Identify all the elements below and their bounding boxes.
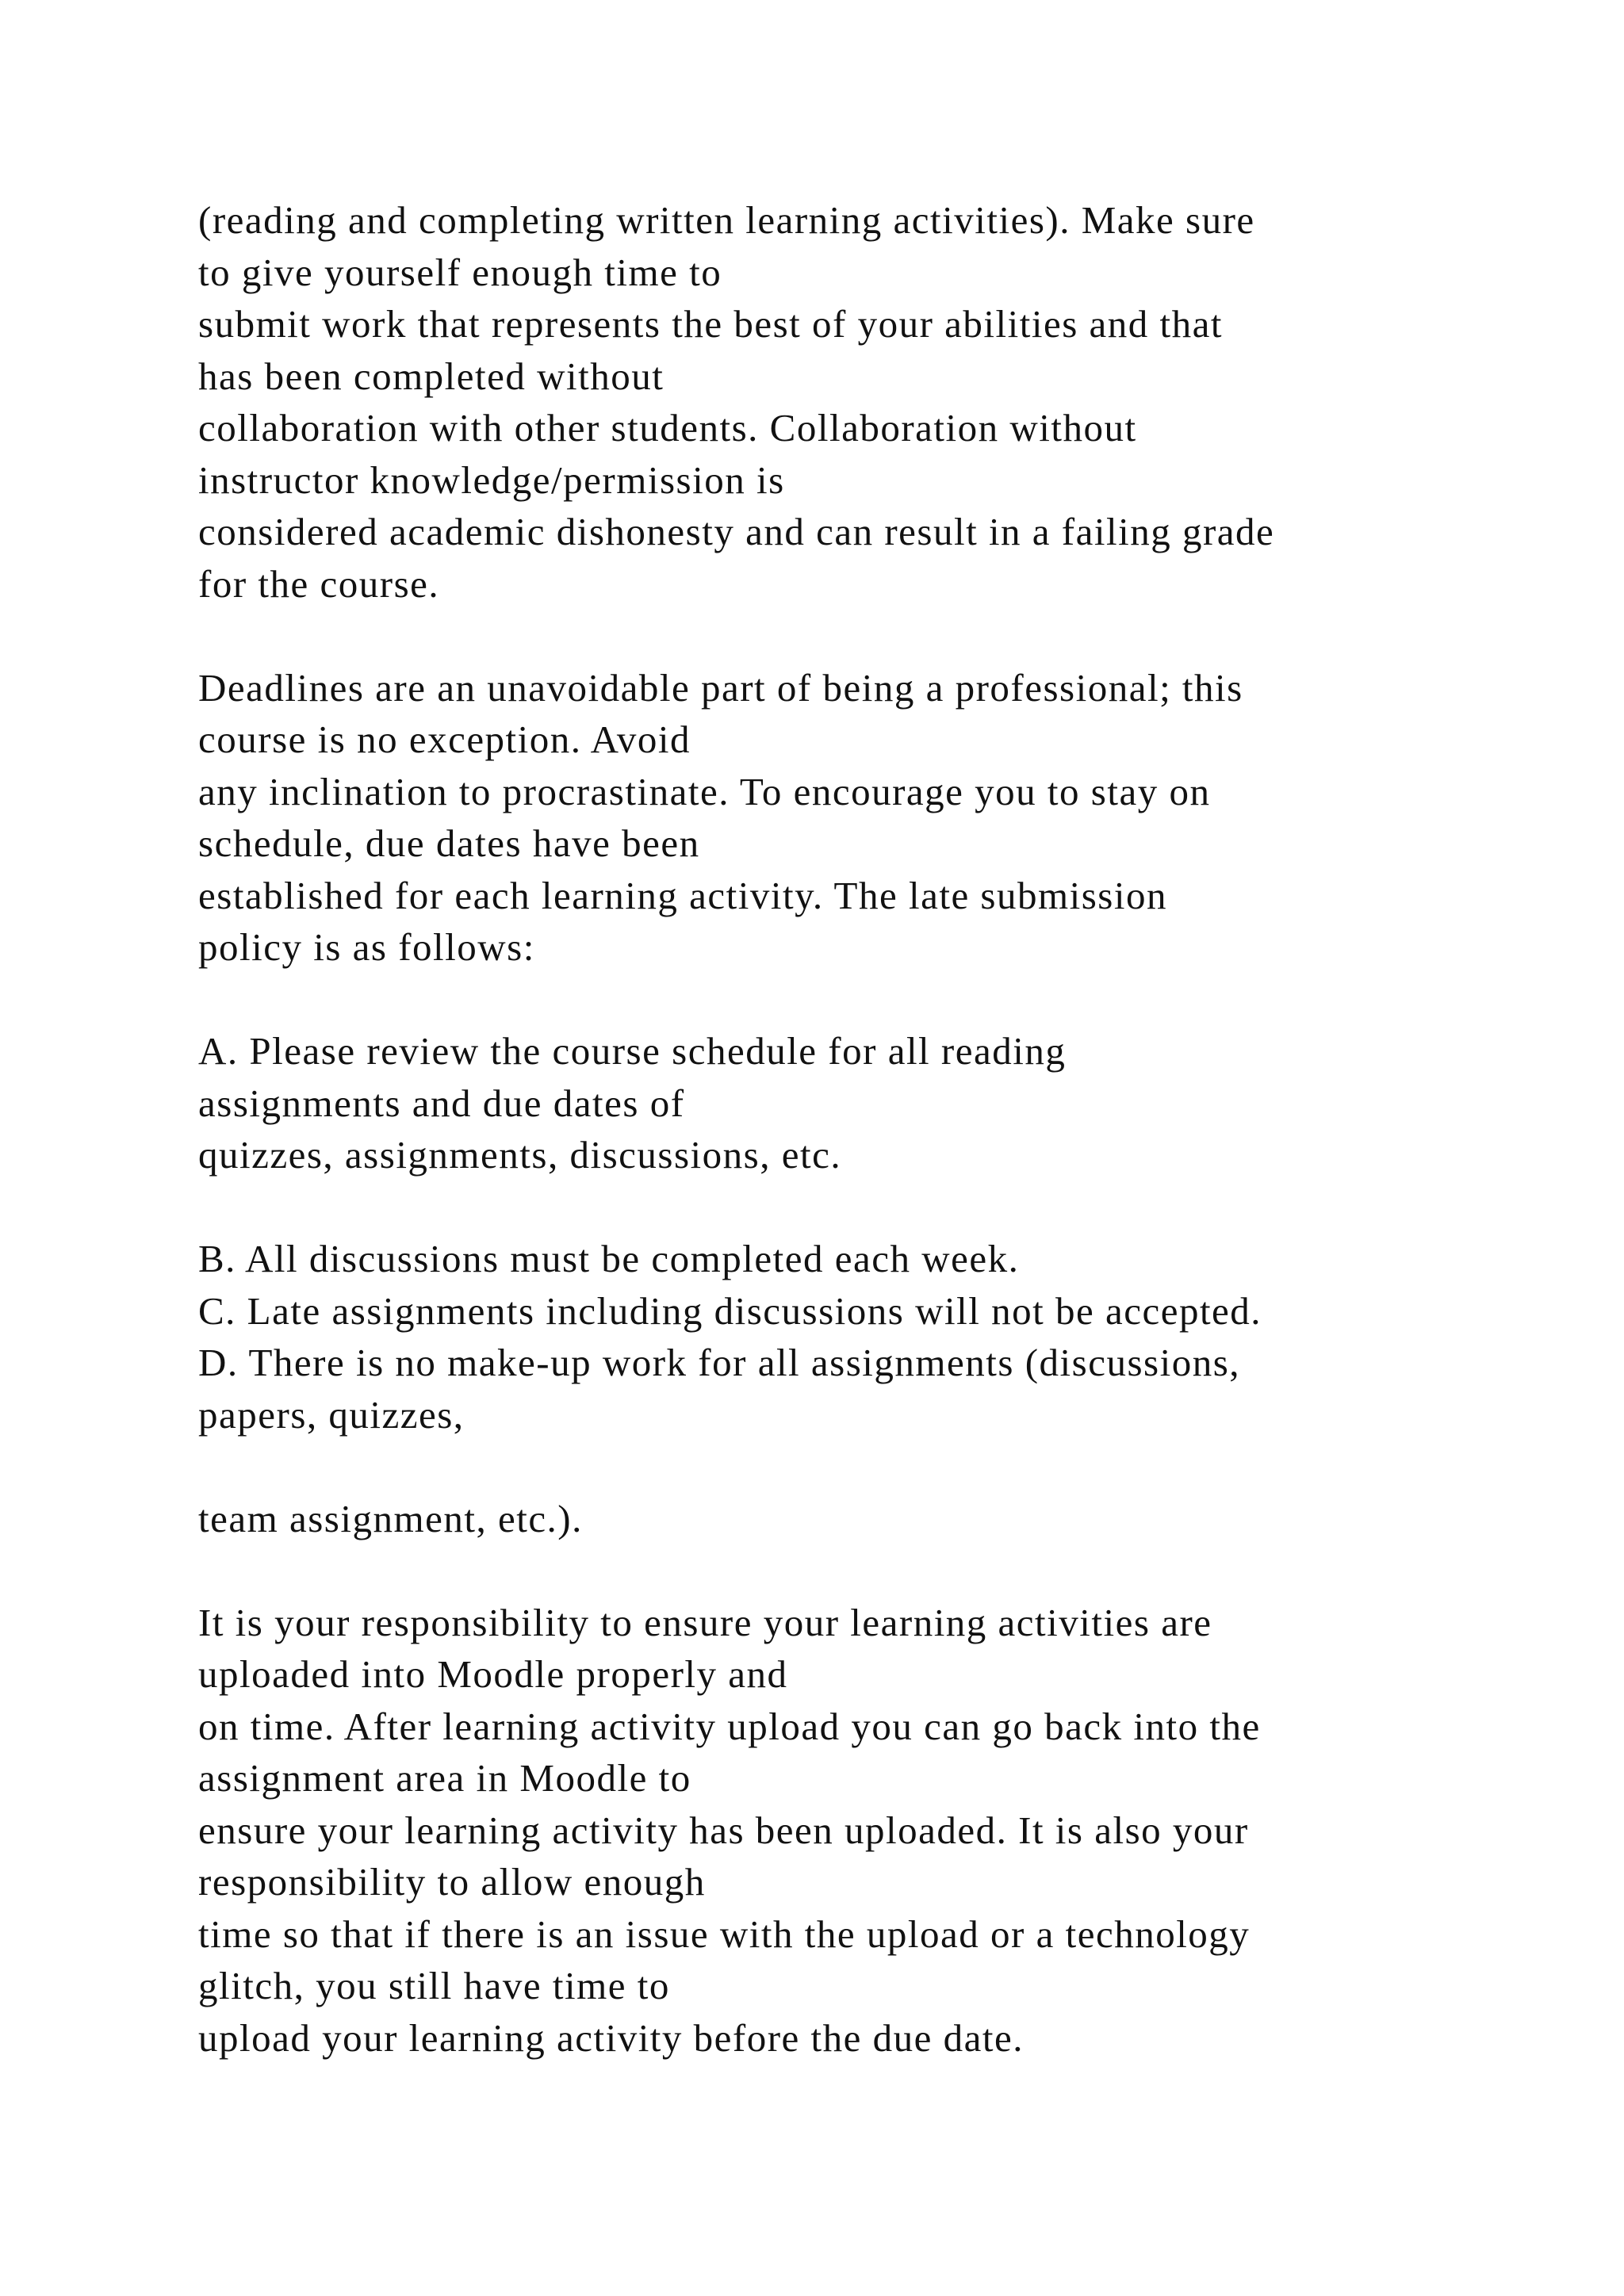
text-line: on time. After learning activity upload you can go back into the	[198, 1704, 1261, 1748]
text-line: assignment area in Moodle to	[198, 1756, 691, 1800]
text-line: any inclination to procrastinate. To encourage you to stay on	[198, 769, 1211, 813]
text-line: submit work that represents the best of your abilities and that	[198, 302, 1224, 346]
text-line: uploaded into Moodle properly and	[198, 1652, 788, 1696]
document-body-text	[198, 194, 1515, 2064]
blank-line	[198, 974, 1515, 1026]
text-line: (reading and completing written learning activities). Make sure	[198, 198, 1255, 242]
text-line: time so that if there is an issue with the upload or a technology	[198, 1911, 1251, 1956]
text-line: course is no exception. Avoid	[198, 718, 691, 761]
text-line: ensure your learning activity has been uploaded. It is also your	[198, 1808, 1249, 1852]
text-line: A. Please review the course schedule for all reading	[198, 1029, 1067, 1073]
blank-line	[198, 1441, 1515, 1493]
text-line: upload your learning activity before the due date.	[198, 2015, 1025, 2060]
text-line: to give yourself enough time to	[198, 250, 722, 294]
text-line: quizzes, assignments, discussions, etc.	[198, 1133, 842, 1177]
text-line: glitch, you still have time to	[198, 1964, 670, 2007]
text-line: schedule, due dates have been	[198, 821, 700, 865]
text-line: collaboration with other students. Collaboration without	[198, 406, 1137, 450]
text-line: policy is as follows:	[198, 925, 535, 969]
text-line: C. Late assignments including discussions will not be accepted.	[198, 1288, 1262, 1333]
text-line: established for each learning activity. The late submission	[198, 873, 1167, 917]
text-line: responsibility to allow enough	[198, 1860, 706, 1904]
text-line: considered academic dishonesty and can result in a failing grade	[198, 510, 1275, 553]
blank-line	[198, 610, 1515, 662]
text-line: Deadlines are an unavoidable part of being a professional; this	[198, 665, 1243, 710]
text-line: papers, quizzes,	[198, 1392, 465, 1437]
text-line: assignments and due dates of	[198, 1081, 685, 1125]
text-line: team assignment, etc.).	[198, 1496, 583, 1540]
text-line: has been completed without	[198, 354, 665, 398]
blank-line	[198, 1544, 1515, 1597]
text-line: for the course.	[198, 561, 440, 606]
text-line: B. All discussions must be completed each week.	[198, 1237, 1020, 1280]
text-line: D. There is no make-up work for all assignments (discussions,	[198, 1341, 1241, 1384]
text-line: instructor knowledge/permission is	[198, 457, 785, 502]
text-line: It is your responsibility to ensure your learning activities are	[198, 1600, 1212, 1644]
blank-line	[198, 1181, 1515, 1234]
